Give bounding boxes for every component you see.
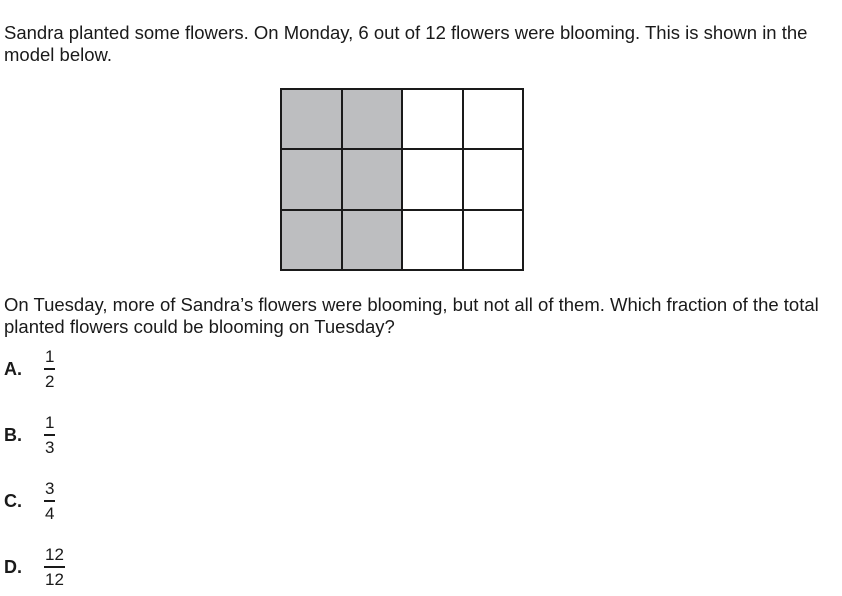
flower-grid-model bbox=[280, 88, 524, 271]
grid-cell-empty bbox=[463, 210, 524, 270]
fraction-bar bbox=[44, 500, 55, 502]
fraction-numerator: 1 bbox=[45, 347, 55, 367]
grid-cell-shaded bbox=[281, 210, 342, 270]
choice-fraction bbox=[44, 545, 65, 589]
fraction-denominator: 2 bbox=[45, 371, 55, 391]
choice-letter: C. bbox=[4, 490, 22, 511]
grid-cell-shaded bbox=[342, 89, 403, 149]
choice-b[interactable] bbox=[4, 411, 55, 459]
choice-fraction bbox=[44, 479, 55, 523]
fraction-numerator: 12 bbox=[45, 545, 64, 565]
choice-a[interactable] bbox=[4, 345, 55, 393]
grid-cell-empty bbox=[402, 149, 463, 209]
choice-letter: D. bbox=[4, 556, 22, 577]
choice-letter: A. bbox=[4, 358, 22, 379]
fraction-bar bbox=[44, 566, 65, 568]
choice-d[interactable] bbox=[4, 543, 65, 591]
choice-fraction bbox=[44, 413, 55, 457]
grid-cell-empty bbox=[402, 89, 463, 149]
fraction-numerator: 1 bbox=[45, 413, 55, 433]
intro-text: Sandra planted some flowers. On Monday, 6 out of 12 flowers were blooming. This is shown in the model below. bbox=[4, 22, 808, 65]
choice-c[interactable] bbox=[4, 477, 55, 525]
fraction-denominator: 4 bbox=[45, 503, 55, 523]
grid-cell-shaded bbox=[281, 89, 342, 149]
grid-cell-empty bbox=[402, 210, 463, 270]
grid-cell-empty bbox=[463, 89, 524, 149]
fraction-denominator: 12 bbox=[45, 569, 64, 589]
fraction-bar bbox=[44, 434, 55, 436]
question-text: On Tuesday, more of Sandra’s flowers were blooming, but not all of them. Which fraction of the total planted flowers could be blooming on Tuesday? bbox=[4, 294, 819, 337]
grid-cell-shaded bbox=[281, 149, 342, 209]
fraction-denominator: 3 bbox=[45, 437, 55, 457]
choice-fraction bbox=[44, 347, 55, 391]
grid-cell-shaded bbox=[342, 210, 403, 270]
grid-cell-empty bbox=[463, 149, 524, 209]
choice-letter: B. bbox=[4, 424, 22, 445]
fraction-bar bbox=[44, 368, 55, 370]
fraction-numerator: 3 bbox=[45, 479, 55, 499]
grid-cell-shaded bbox=[342, 149, 403, 209]
